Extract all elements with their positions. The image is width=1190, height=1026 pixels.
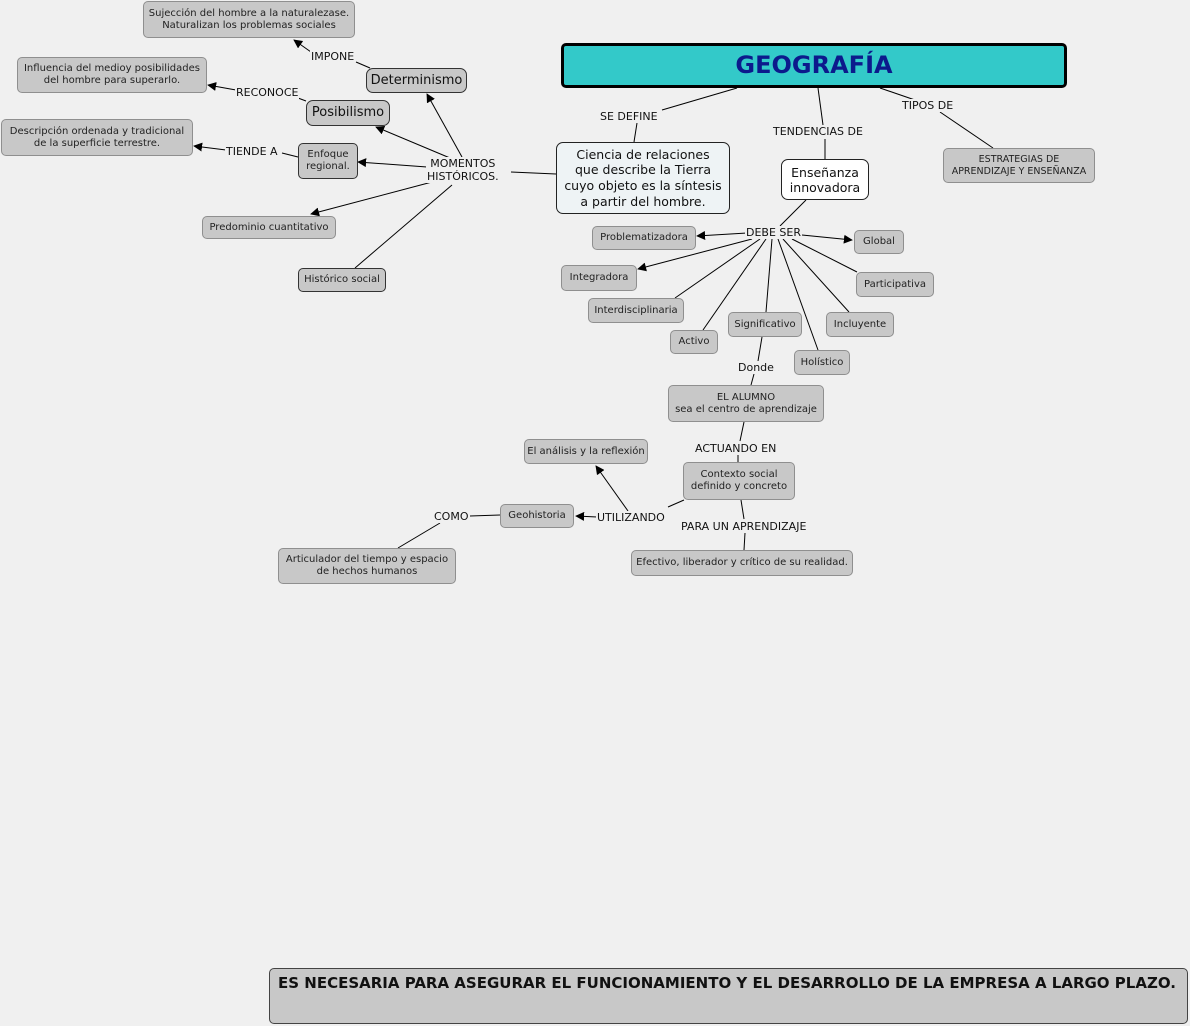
node-determinismo: Determinismo — [366, 68, 467, 93]
node-contexto-social: Contexto social definido y concreto — [683, 462, 795, 500]
label-actuando-en: ACTUANDO EN — [695, 442, 777, 455]
node-analisis-reflexion: El análisis y la reflexión — [524, 439, 648, 464]
node-descripcion: Descripción ordenada y tradicional de la superficie terrestre. — [1, 119, 193, 156]
label-utilizando: UTILIZANDO — [597, 511, 665, 524]
node-efectivo: Efectivo, liberador y crítico de su realidad. — [631, 550, 853, 576]
node-interdisciplinaria: Interdisciplinaria — [588, 298, 684, 323]
node-incluyente: Incluyente — [826, 312, 894, 337]
label-impone: IMPONE — [311, 50, 355, 63]
label-como: COMO — [434, 510, 469, 523]
bottom-banner: ES NECESARIA PARA ASEGURAR EL FUNCIONAMIENTO Y EL DESARROLLO DE LA EMPRESA A LARGO PLAZO. — [269, 968, 1188, 1024]
label-se-define: SE DEFINE — [600, 110, 658, 123]
node-enfoque-regional: Enfoque regional. — [298, 143, 358, 179]
node-ciencia-de-relaciones: Ciencia de relaciones que describe la Tierra cuyo objeto es la síntesis a partir del hombre. — [556, 142, 730, 214]
node-influencia: Influencia del medioy posibilidades del hombre para superarlo. — [17, 57, 207, 93]
node-participativa: Participativa — [856, 272, 934, 297]
node-activo: Activo — [670, 330, 718, 354]
node-sujecion: Sujección del hombre a la naturalezase. Naturalizan los problemas sociales — [143, 1, 355, 38]
node-holistico: Holístico — [794, 350, 850, 375]
geografia-title: GEOGRAFÍA — [561, 43, 1067, 88]
node-global: Global — [854, 230, 904, 254]
node-el-alumno: EL ALUMNO sea el centro de aprendizaje — [668, 385, 824, 422]
node-articulador: Articulador del tiempo y espacio de hechos humanos — [278, 548, 456, 584]
label-reconoce: RECONOCE — [236, 86, 299, 99]
node-historico-social: Histórico social — [298, 268, 386, 292]
node-integradora: Integradora — [561, 265, 637, 291]
node-posibilismo: Posibilismo — [306, 100, 390, 126]
node-significativo: Significativo — [728, 312, 802, 337]
label-debe-ser: DEBE SER — [746, 226, 801, 239]
node-problematizadora: Problematizadora — [592, 226, 696, 250]
node-ensenanza-innovadora: Enseñanza innovadora — [781, 159, 869, 200]
node-estrategias: ESTRATEGIAS DE APRENDIZAJE Y ENSEÑANZA — [943, 148, 1095, 183]
label-tiende-a: TIENDE A — [226, 145, 278, 158]
label-para-un-aprendizaje: PARA UN APRENDIZAJE — [681, 520, 807, 533]
label-tendencias-de: TENDENCIAS DE — [773, 125, 863, 138]
label-donde: Donde — [738, 361, 774, 374]
node-geohistoria: Geohistoria — [500, 504, 574, 528]
node-predominio-cuantitativo: Predominio cuantitativo — [202, 216, 336, 239]
label-momentos-historicos: MOMENTOS HISTÓRICOS. — [427, 157, 499, 184]
label-tipos-de: TIPOS DE — [902, 99, 954, 112]
